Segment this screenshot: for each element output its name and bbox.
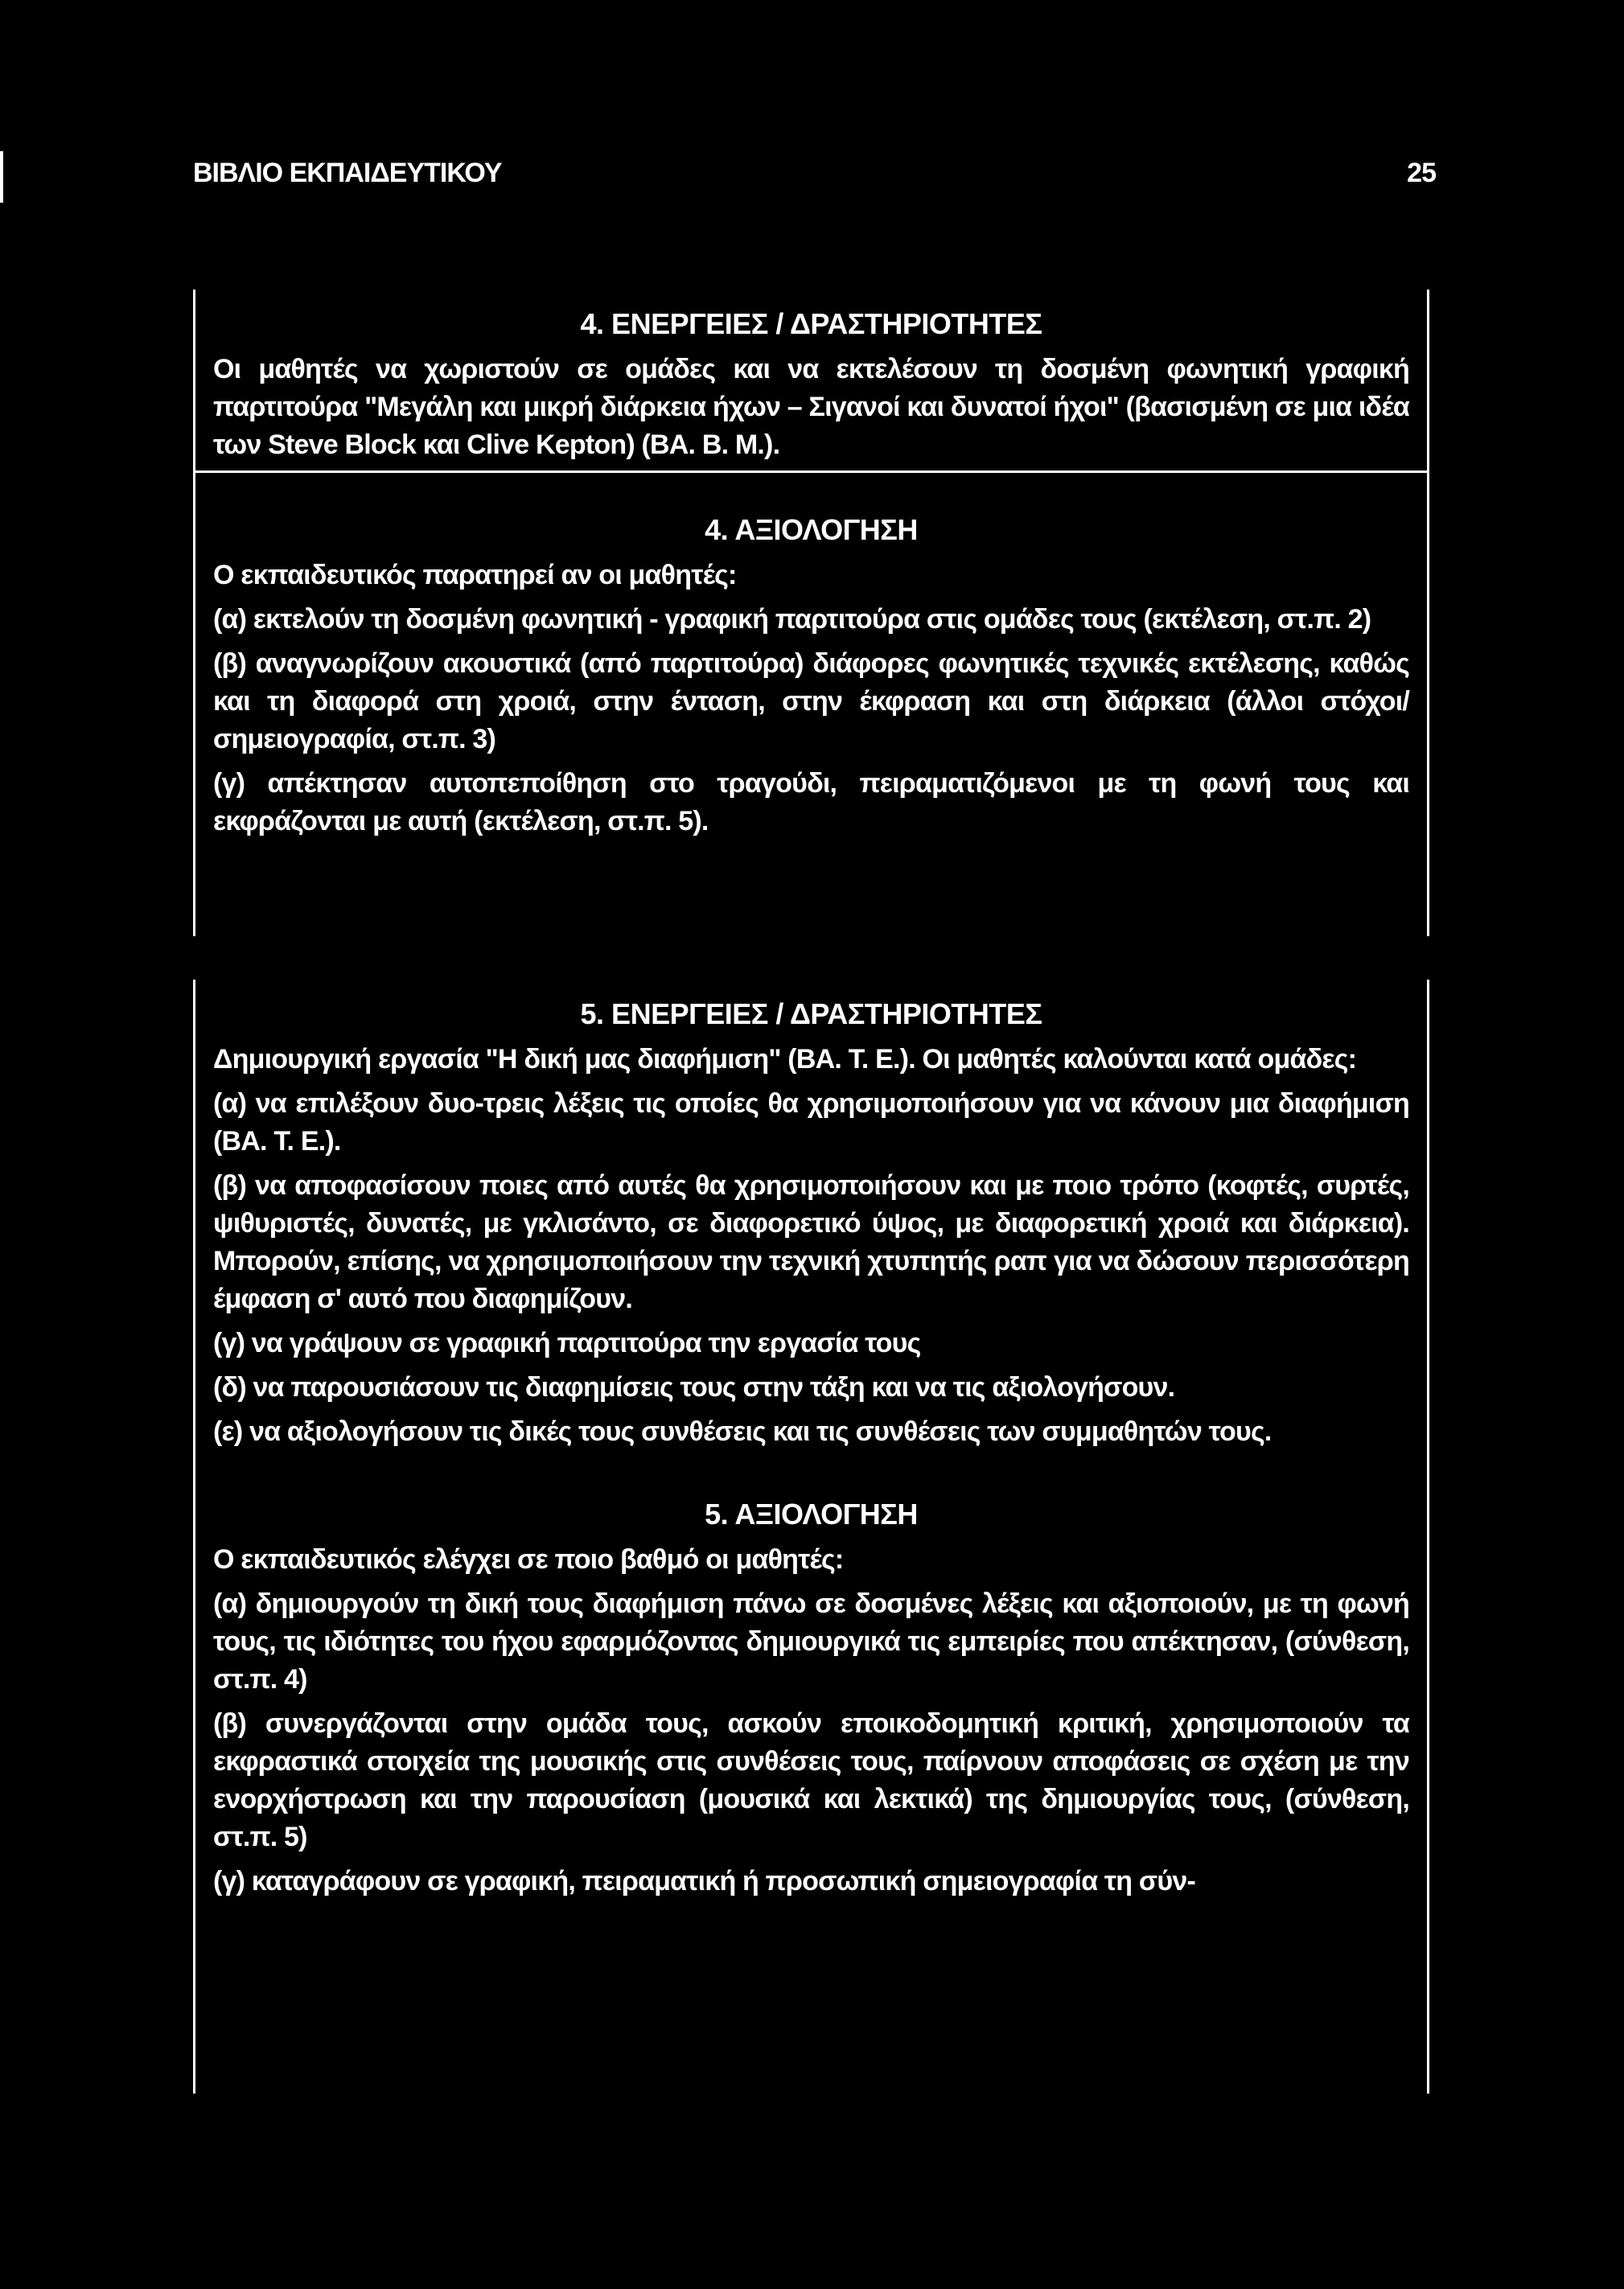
activity-box-4 xyxy=(193,290,1429,936)
activity-item-5c: (γ) να γράψουν σε γραφική παρτιτούρα την εργασία τους xyxy=(213,1328,921,1358)
activity-item-5d: (δ) να παρουσιάσουν τις διαφημίσεις τους στην τάξη και να τις αξιολογήσουν. xyxy=(213,1372,1175,1403)
activities-title-5: 5. ΕΝΕΡΓΕΙΕΣ / ΔΡΑΣΤΗΡΙΟΤΗΤΕΣ xyxy=(580,997,1042,1030)
activity-text-4: Οι μαθητές να χωριστούν σε ομάδες και να εκτελέσουν τη δοσμένη φωνητική γραφική παρτιτούρα "Μεγάλη και μικρή διάρκεια ήχων – Σιγανοί και δυνατοί ήχοι" (βασισμένη σε μια ιδέα των Steve Block και Clive Kepton) (ΒΑ. Β. Μ.). xyxy=(213,354,1409,460)
activity-item-5a: (α) να επιλέξουν δυο-τρεις λέξεις τις οποίες θα χρησιμοποιήσουν για να κάνουν μια διαφήμιση (ΒΑ. Τ. Ε.). xyxy=(213,1088,1409,1157)
evaluation-item-5a: (α) δημιουργούν τη δική τους διαφήμιση πάνω σε δοσμένες λέξεις και αξιοποιούν, με τη φωνή τους, τις ιδιότητες του ήχου εφαρμόζοντας δημιουργικά τις εμπειρίες που απέκτησαν, (σύνθεση, στ.π. 4) xyxy=(213,1588,1409,1695)
evaluation-intro-4: Ο εκπαιδευτικός παρατηρεί αν οι μαθητές: xyxy=(213,560,737,590)
evaluation-item-4b: (β) αναγνωρίζουν ακουστικά (από παρτιτούρα) διάφορες φωνητικές τεχνικές εκτέλεσης, καθώς και τη διαφορά στη χροιά, στην ένταση, στην έκφραση και στη διάρκεια (άλλοι στόχοι/σημειογραφία, στ.π. 3) xyxy=(213,648,1409,754)
activity-box-5 xyxy=(193,980,1429,2094)
activity-item-5e: (ε) να αξιολογήσουν τις δικές τους συνθέσεις και τις συνθέσεις των συμμαθητών τους. xyxy=(213,1416,1272,1447)
page-number: 25 xyxy=(1407,158,1436,188)
activities-title-4: 4. ΕΝΕΡΓΕΙΕΣ / ΔΡΑΣΤΗΡΙΟΤΗΤΕΣ xyxy=(580,307,1042,340)
evaluation-item-4c: (γ) απέκτησαν αυτοπεποίθηση στο τραγούδι, πειραματιζόμενοι με τη φωνή τους και εκφράζονται με αυτή (εκτέλεση, στ.π. 5). xyxy=(213,768,1409,836)
evaluation-title-5: 5. ΑΞΙΟΛΟΓΗΣΗ xyxy=(705,1498,918,1531)
activity-intro-5: Δημιουργική εργασία "Η δική μας διαφήμιση" (ΒΑ. Τ. Ε.). Οι μαθητές καλούνται κατά ομάδες: xyxy=(213,1044,1357,1075)
evaluation-item-4a: (α) εκτελούν τη δοσμένη φωνητική - γραφική παρτιτούρα στις ομάδες τους (εκτέλεση, στ.π. 2) xyxy=(213,604,1371,635)
evaluation-title-4: 4. ΑΞΙΟΛΟΓΗΣΗ xyxy=(705,513,918,546)
evaluation-item-5c: (γ) καταγράφουν σε γραφική, πειραματική ή προσωπική σημειογραφία τη σύν- xyxy=(213,1866,1196,1897)
margin-mark xyxy=(0,151,3,203)
evaluation-intro-5: Ο εκπαιδευτικός ελέγχει σε ποιο βαθμό οι μαθητές: xyxy=(213,1544,844,1575)
evaluation-item-5b: (β) συνεργάζονται στην ομάδα τους, ασκούν εποικοδομητική κριτική, χρησιμοποιούν τα εκφραστικά στοιχεία της μουσικής στις συνθέσεις τους, παίρνουν αποφάσεις σε σχέση με την ενορχήστρωση και την παρουσίαση (μουσικά και λεκτικά) της δημιουργίας τους, (σύνθεση, στ.π. 5) xyxy=(213,1708,1409,1852)
running-head: ΒΙΒΛΙΟ ΕΚΠΑΙΔΕΥΤΙΚΟΥ xyxy=(193,158,502,188)
activity-item-5b: (β) να αποφασίσουν ποιες από αυτές θα χρησιμοποιήσουν και με ποιο τρόπο (κοφτές, συρτές, ψιθυριστές, δυνατές, με γκλισάντο, σε διαφορετικό ύψος, με διαφορετική χροιά και διάρκεια). Μπορούν, επίσης, να χρησιμοποιήσουν την τεχνική χτυπητής ραπ για να δώσουν περισσότερη έμφαση σ' αυτό που διαφημίζουν. xyxy=(213,1170,1409,1314)
page-header xyxy=(193,158,1436,189)
